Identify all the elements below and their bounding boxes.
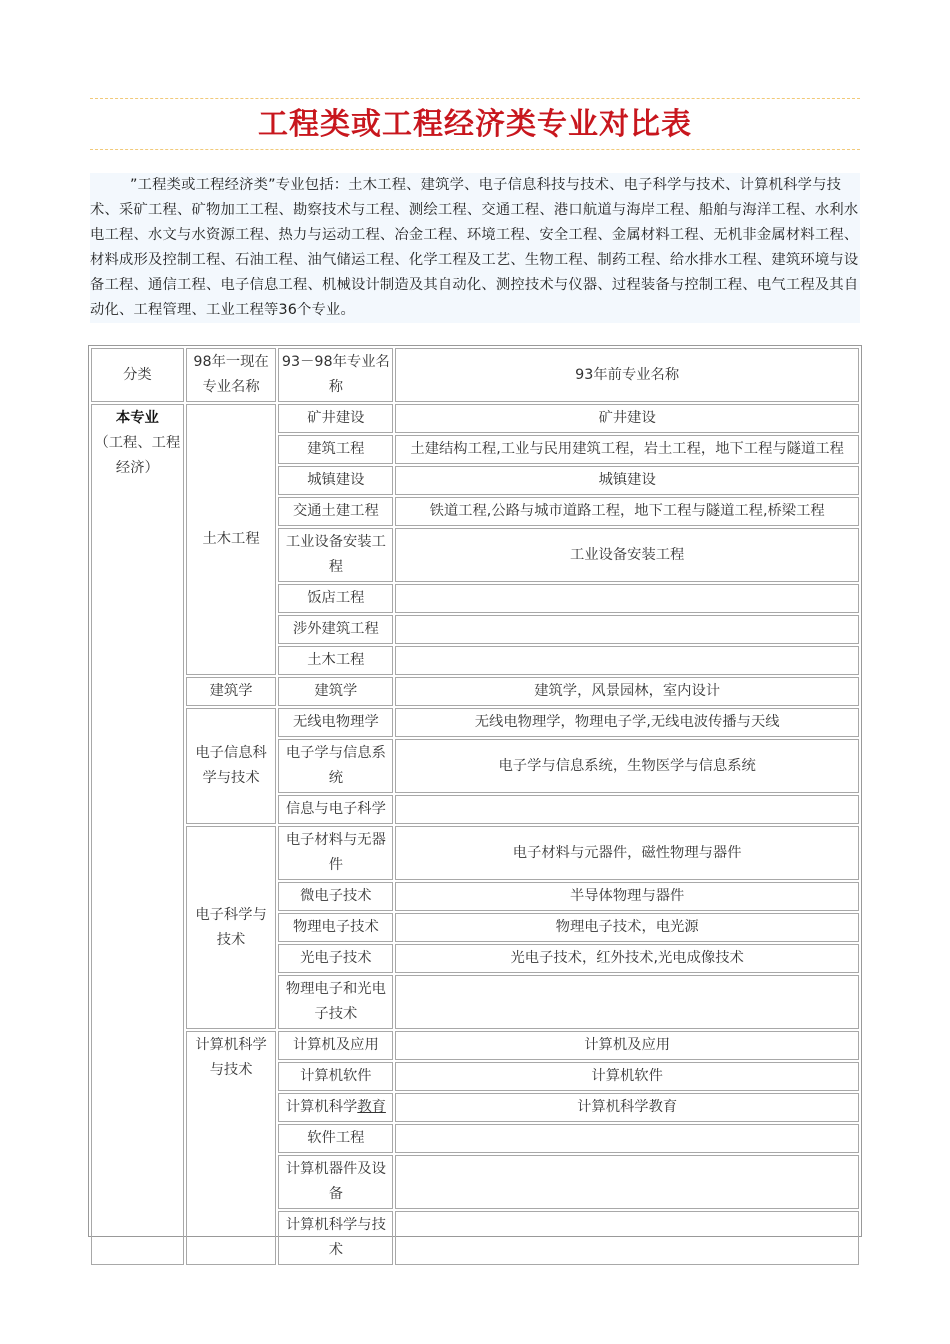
major-93-98-cell: 计算机科学与技术 [278, 1211, 393, 1265]
bottom-divider [90, 149, 860, 150]
major-pre93-cell: 无线电物理学，物理电子学,无线电波传播与天线 [395, 708, 859, 737]
table-row [91, 1031, 859, 1060]
major-93-98-cell: 城镇建设 [278, 466, 393, 495]
major-pre93-cell: 计算机及应用 [395, 1031, 859, 1060]
major-pre93-cell [395, 795, 859, 824]
major-93-98-cell: 电子学与信息系统 [278, 739, 393, 793]
major-pre93-cell: 城镇建设 [395, 466, 859, 495]
major-pre93-cell [395, 975, 859, 1029]
comparison-table-frame [88, 345, 862, 1258]
category-label: 本专业 [115, 410, 159, 426]
major-pre93-cell: 建筑学，风景园林，室内设计 [395, 677, 859, 706]
major-pre93-cell: 电子学与信息系统，生物医学与信息系统 [395, 739, 859, 793]
table-row [91, 404, 859, 433]
major-93-98-cell: 电子材料与无器件 [278, 826, 393, 880]
table-row [91, 826, 859, 880]
page-title: 工程类或工程经济类专业对比表 [258, 107, 692, 142]
major-pre93-cell [395, 615, 859, 644]
major-93-98-cell: 计算机及应用 [278, 1031, 393, 1060]
major-98-cell: 计算机科学与技术 [186, 1031, 277, 1265]
major-93-98-cell: 建筑学 [278, 677, 393, 706]
major-93-98-cell: 矿井建设 [278, 404, 393, 433]
major-93-98-cell: 光电子技术 [278, 944, 393, 973]
major-pre93-cell: 土建结构工程,工业与民用建筑工程，岩土工程，地下工程与隧道工程 [395, 435, 859, 464]
major-93-98-cell: 计算机器件及设备 [278, 1155, 393, 1209]
major-pre93-cell: 光电子技术，红外技术,光电成像技术 [395, 944, 859, 973]
major-93-98-cell: 计算机软件 [278, 1062, 393, 1091]
major-93-98-cell: 物理电子技术 [278, 913, 393, 942]
major-pre93-cell [395, 646, 859, 675]
major-93-98-cell: 无线电物理学 [278, 708, 393, 737]
table-row [91, 708, 859, 737]
major-93-98-cell: 信息与电子科学 [278, 795, 393, 824]
major-pre93-cell [395, 1124, 859, 1153]
major-pre93-cell: 物理电子技术，电光源 [395, 913, 859, 942]
header-category: 分类 [91, 348, 184, 402]
major-93-98-cell: 微电子技术 [278, 882, 393, 911]
major-pre93-cell: 矿井建设 [395, 404, 859, 433]
header-col98: 98年一现在专业名称 [186, 348, 277, 402]
major-93-98-cell: 物理电子和光电子技术 [278, 975, 393, 1029]
major-93-98-cell: 软件工程 [278, 1124, 393, 1153]
major-pre93-cell [395, 1155, 859, 1209]
header-col93-98: 93－98年专业名称 [278, 348, 393, 402]
category-sub: （工程、工程经济） [94, 435, 181, 476]
major-93-98-cell: 土木工程 [278, 646, 393, 675]
major-pre93-cell: 电子材料与元器件，磁性物理与器件 [395, 826, 859, 880]
category-cell [91, 404, 184, 1265]
major-98-cell: 土木工程 [186, 404, 277, 675]
major-93-98-cell: 建筑工程 [278, 435, 393, 464]
major-pre93-cell: 铁道工程,公路与城市道路工程，地下工程与隧道工程,桥梁工程 [395, 497, 859, 526]
table-body [91, 348, 859, 1265]
major-98-cell: 电子科学与技术 [186, 826, 277, 1029]
intro-paragraph: ”工程类或工程经济类”专业包括：土木工程、建筑学、电子信息科技与技术、电子科学与技术、计算机科学与技术、采矿工程、矿物加工工程、勘察技术与工程、测绘工程、交通工程、港口航道与海岸工程、船舶与海洋工程、水利水电工程、水文与水资源工程、热力与运动工程、冶金工程、环境工程、安全工程、金属材料工程、无机非金属材料工程、材料成形及控制工程、石油工程、油气储运工程、化学工程及工艺、生物工程、制药工程、给水排水工程、建筑环境与设备工程、通信工程、电子信息工程、机械设计制造及其自动化、测控技术与仪器、过程装备与控制工程、电气工程及其自动化、工程管理、工业工程等36个专业。 [90, 173, 860, 323]
major-93-98-cell: 涉外建筑工程 [278, 615, 393, 644]
top-divider [90, 98, 860, 99]
major-pre93-cell: 工业设备安装工程 [395, 528, 859, 582]
header-col93: 93年前专业名称 [395, 348, 859, 402]
major-93-98-cell: 工业设备安装工程 [278, 528, 393, 582]
header-row [91, 348, 859, 402]
major-98-cell: 建筑学 [186, 677, 277, 706]
major-pre93-cell: 半导体物理与器件 [395, 882, 859, 911]
major-93-98-cell: 计算机科学教育 [278, 1093, 393, 1122]
major-pre93-cell [395, 584, 859, 613]
major-93-98-cell: 饭店工程 [278, 584, 393, 613]
major-98-cell: 电子信息科学与技术 [186, 708, 277, 824]
title-block [90, 98, 860, 150]
comparison-table [89, 346, 861, 1267]
major-pre93-cell [395, 1211, 859, 1265]
major-93-98-cell: 交通土建工程 [278, 497, 393, 526]
table-row [91, 677, 859, 706]
major-pre93-cell: 计算机软件 [395, 1062, 859, 1091]
major-pre93-cell: 计算机科学教育 [395, 1093, 859, 1122]
